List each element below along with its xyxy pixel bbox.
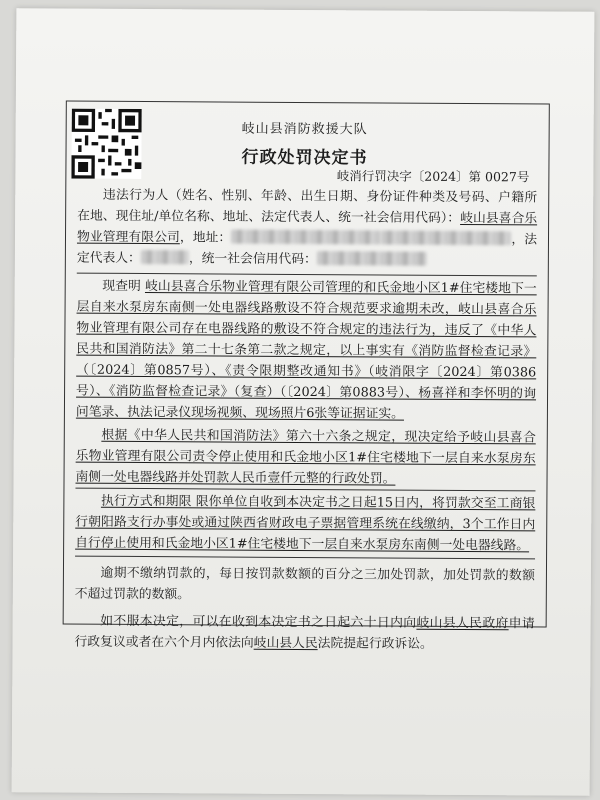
document-title: 行政处罚决定书	[241, 147, 368, 169]
appeal-text-1: 如不服本决定，可以在收到本决定书之日起六十日内向	[100, 613, 417, 631]
redacted-credit-code	[317, 251, 427, 266]
document-number: 岐消行罚决字〔2024〕第 0027号	[336, 168, 530, 185]
address-label: ，地址：	[179, 230, 232, 246]
party-info	[77, 185, 538, 272]
appeal-government: 岐山县人民政府	[416, 615, 509, 632]
party-info-label: 违法行为人（姓名、性别、年龄、出生日期、身份证件种类及号码、户籍所在地、现住址/单位名称、地址、法定代表人、统一社会信用代码）：	[77, 187, 538, 226]
execution-paragraph	[75, 491, 535, 557]
issuing-organization: 岐山县消防救援大队	[241, 121, 368, 138]
party-name: 岐山县喜合乐物业管理有限公司	[76, 210, 538, 246]
facts-paragraph	[76, 276, 537, 426]
basis-text: 根据《中华人民共和国消防法》第六十六条之规定，现决定给予岐山县喜合乐物业管理有限公司责令停止使用和氏金地小区1#住宅楼地下一层自来水泵房东南侧一处电器线路并处罚款人民币壹仟元整的行政处罚。	[75, 427, 536, 487]
document-body	[74, 185, 537, 656]
appeal-text-3: 法院提起行政诉讼。	[317, 636, 433, 652]
execution-section	[75, 488, 535, 560]
facts-section	[75, 273, 536, 491]
execution-text: 执行方式和期限 限你单位自收到本决定书之日起15日内，将罚款交至工商银行朝阳路支行办事处或通过陕西省财政电子票据管理系统在线缴纳，3个工作日内自行停止使用和氏金地小区1#住宅楼地下一层自来水泵房东南侧一处电器线路。	[75, 493, 536, 554]
facts-text: 岐山县喜合乐物业管理有限公司管理的和氏金地小区1#住宅楼地下一层自来水泵房东南侧一处电器线路敷设不符合规范要求逾期未改，岐山县喜合乐物业管理有限公司存在电器线路的敷设不符合规定的违法行为，违反了《中华人民共和国消防法》第二十七条第二款之规定，以上事实有《消防监督检查记录》（〔2024〕第0857号）、《责令限期整改通知书》（岐消限字〔2024〕第0386号）、《消防监督检查记录》（复查）（〔2024〕第0883号）、杨喜祥和李怀明的询问笔录、执法记录仪现场视频、现场照片6张等证据证实。	[75, 279, 537, 422]
appeal-paragraph	[74, 611, 534, 656]
late-penalty-paragraph	[75, 563, 535, 608]
legal-rep-label: ，法定代表人：	[76, 232, 538, 267]
redacted-address-cont	[381, 230, 511, 245]
appeal-text-2: 申请行政复议或者在六个月内依法向	[74, 616, 535, 651]
late-penalty-text: 逾期不缴纳罚款的，每日按罚款数额的百分之三加处罚款，加处罚款的数额不超过罚款的数额。	[74, 565, 535, 603]
basis-paragraph	[75, 425, 535, 491]
facts-lead: 现查明	[102, 278, 141, 295]
redacted-address	[231, 230, 381, 245]
credit-code-label: ，统一社会信用代码：	[188, 251, 317, 268]
document-page	[12, 8, 595, 796]
redacted-legal-rep	[141, 250, 189, 264]
appeal-court: 岐山县人民	[253, 635, 318, 652]
